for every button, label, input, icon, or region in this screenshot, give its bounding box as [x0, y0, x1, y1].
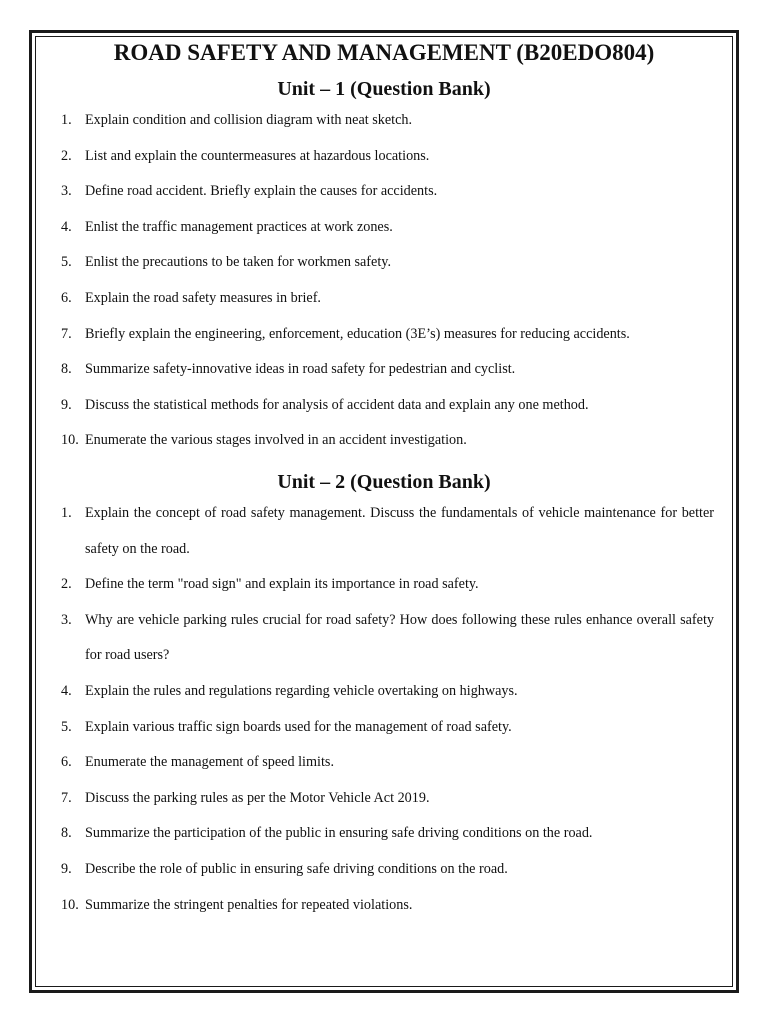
question-item — [36, 567, 732, 603]
question-item — [36, 245, 732, 281]
question-item — [36, 139, 732, 175]
question-number: 9. — [61, 860, 72, 877]
unit-1-question-list — [36, 103, 732, 459]
document-title: ROAD SAFETY AND MANAGEMENT (B20EDO804) — [113, 40, 655, 65]
question-text: List and explain the countermeasures at hazardous locations. — [85, 147, 430, 164]
question-number: 9. — [61, 396, 72, 413]
question-item — [36, 388, 732, 424]
question-text: Summarize the stringent penalties for repeated violations. — [85, 896, 413, 913]
question-number: 1. — [61, 505, 72, 521]
question-item — [36, 103, 732, 139]
question-text: Discuss the parking rules as per the Motor Vehicle Act 2019. — [85, 789, 430, 806]
question-text: Explain condition and collision diagram with neat sketch. — [85, 112, 413, 128]
question-text: Briefly explain the engineering, enforcement, education (3E’s) measures for reducing accidents. — [85, 325, 630, 342]
question-item — [36, 852, 732, 888]
question-item — [36, 781, 732, 817]
question-text: Enlist the precautions to be taken for workmen safety. — [85, 254, 391, 271]
question-number: 7. — [61, 789, 72, 806]
question-number: 4. — [61, 218, 72, 235]
question-text: Summarize safety-innovative ideas in road safety for pedestrian and cyclist. — [85, 361, 516, 378]
question-item — [36, 674, 732, 710]
question-item — [36, 352, 732, 388]
unit-1-heading: Unit – 1 (Question Bank) — [277, 78, 491, 100]
question-number: 2. — [61, 147, 72, 164]
unit-2-heading: Unit – 2 (Question Bank) — [277, 471, 491, 493]
question-text: Why are vehicle parking rules crucial for road safety? How does following these rules enhance overall safety for road users? — [85, 611, 714, 664]
question-item — [36, 888, 732, 924]
question-text: Explain various traffic sign boards used for the management of road safety. — [85, 718, 512, 735]
question-text: Enlist the traffic management practices at work zones. — [85, 218, 393, 235]
question-item — [36, 317, 732, 353]
question-text: Summarize the participation of the public in ensuring safe driving conditions on the road. — [85, 825, 593, 842]
question-number: 7. — [61, 325, 72, 342]
question-item — [36, 423, 732, 459]
question-number: 2. — [61, 576, 72, 593]
question-item — [36, 281, 732, 317]
question-item — [36, 496, 732, 567]
question-number: 3. — [61, 611, 72, 628]
question-number: 5. — [61, 254, 72, 271]
question-text: Discuss the statistical methods for analysis of accident data and explain any one method. — [85, 396, 589, 413]
question-text: Enumerate the various stages involved in an accident investigation. — [85, 432, 467, 449]
question-number: 8. — [61, 825, 72, 842]
question-item — [36, 603, 732, 674]
question-text: Describe the role of public in ensuring safe driving conditions on the road. — [85, 860, 508, 877]
unit-2-question-list — [36, 496, 732, 923]
question-number: 1. — [61, 112, 72, 128]
question-number: 6. — [61, 289, 72, 306]
question-item — [36, 210, 732, 246]
question-text: Define road accident. Briefly explain the causes for accidents. — [85, 183, 438, 200]
question-number: 4. — [61, 682, 72, 699]
question-number: 5. — [61, 718, 72, 735]
question-item — [36, 174, 732, 210]
question-number: 3. — [61, 183, 72, 200]
question-text: Explain the rules and regulations regarding vehicle overtaking on highways. — [85, 682, 518, 699]
question-number: 10. — [61, 432, 79, 449]
question-item — [36, 745, 732, 781]
question-number: 6. — [61, 754, 72, 771]
question-text: Enumerate the management of speed limits. — [85, 754, 334, 771]
question-text: Define the term "road sign" and explain its importance in road safety. — [85, 576, 479, 593]
question-text: Explain the concept of road safety management. Discuss the fundamentals of vehicle maintenance for better safety on the road. — [85, 505, 714, 557]
question-item — [36, 816, 732, 852]
question-text: Explain the road safety measures in brief. — [85, 289, 321, 306]
question-number: 8. — [61, 361, 72, 378]
question-item — [36, 710, 732, 746]
question-number: 10. — [61, 896, 79, 913]
